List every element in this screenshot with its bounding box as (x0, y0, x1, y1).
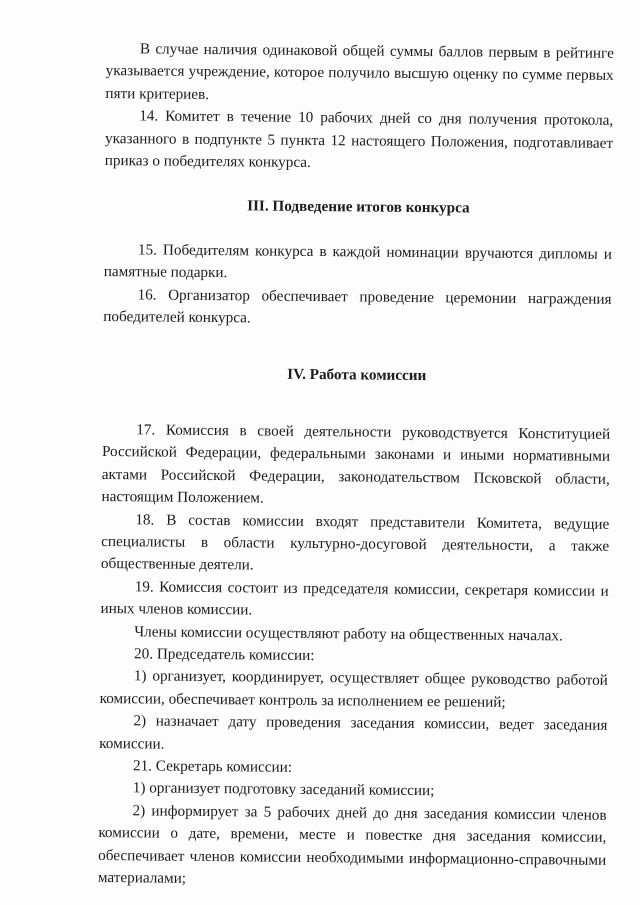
paragraph-14: 14. Комитет в течение 10 рабочих дней со дня получения протокола, указанного в подпункте 5 пункта 12 настоящего Положения, подготавливает приказ о победителях конкурса. (104, 107, 614, 172)
paragraph-20-1: 1) организует, координирует, осуществляет общее руководство работой комиссии, обеспечивает контроль за исполнением ее решений; (99, 667, 608, 711)
paragraph-21: 21. Секретарь комиссии: (132, 757, 293, 776)
section-3-heading: III. Подведение итогов конкурса (247, 197, 470, 217)
document-body (98, 38, 614, 894)
paragraph-16: 16. Организатор обеспечивает проведение церемонии награждения победителей конкурса. (103, 285, 612, 327)
paragraph-members-volunteer: Члены комиссии осуществляют работу на общественных началах. (134, 622, 563, 644)
paragraph-20: 20. Председатель комиссии: (134, 645, 315, 664)
paragraph-21-2: 2) информирует за 5 рабочих дней до дня заседания комиссии членов комиссии о дате, времени, месте и повестке дня заседания комиссии, обеспечивает членов комиссии необходимыми информационно-справочными материалами; (97, 802, 607, 887)
paragraph-17: 17. Комиссия в своей деятельности руководствуется Конституцией Российской Федерации, федеральными законами и иными нормативными актами Российской Федерации, законодательством Псковской области, настоящим Положением. (101, 421, 611, 507)
section-4-heading: IV. Работа комиссии (287, 366, 427, 385)
paragraph-19: 19. Комиссия состоит из председателя комиссии, секретаря комиссии и иных членов комиссии. (100, 578, 609, 619)
paragraph-15: 15. Победителям конкурса в каждой номинации вручаются дипломы и памятные подарки. (103, 241, 613, 282)
paragraph-tie-rule: В случае наличия одинаковой общей суммы баллов первым в рейтинге указывается учреждение, которое получило высшую оценку по сумме первых пяти критериев. (105, 40, 614, 103)
paragraph-18: 18. В состав комиссии входят представители Комитета, ведущие специалисты в области культурно-досуговой деятельности, а также общественные деятели. (100, 510, 610, 574)
paragraph-20-2: 2) назначает дату проведения заседания комиссии, ведет заседания комиссии. (99, 712, 608, 753)
paragraph-21-1: 1) организует подготовку заседаний комиссии; (132, 779, 435, 800)
